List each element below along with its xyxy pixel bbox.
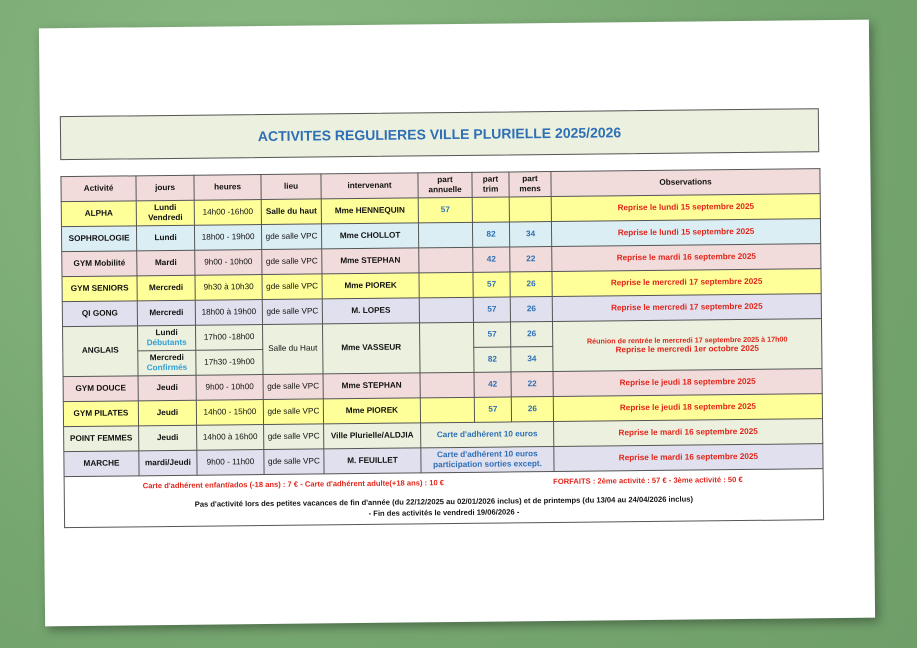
cell-lieu: gde salle VPC <box>264 424 324 450</box>
cell-activite: GYM Mobilité <box>62 251 137 277</box>
cell-intervenant: Mme PIOREK <box>322 273 419 299</box>
cell-intervenant: Mme CHOLLOT <box>321 223 418 249</box>
cell-intervenant: M. LOPES <box>322 298 419 324</box>
footer-notes <box>64 469 823 528</box>
cell-mens: 26 <box>510 297 552 322</box>
cell-annuelle <box>420 397 474 423</box>
cell-annuelle: 57 <box>418 197 472 223</box>
header-part-annuelle <box>418 172 472 198</box>
cell-jours: Mercredi <box>137 275 195 301</box>
cell-heures: 14h00 - 15h00 <box>196 400 263 426</box>
footer-end-date: - Fin des activités le vendredi 19/06/2026 - <box>368 507 520 519</box>
header-part-trim <box>472 172 509 197</box>
cell-observation-reprise: Reprise le mercredi 1er octobre 2025 <box>615 343 759 355</box>
cell-heures: 9h00 - 10h00 <box>196 375 263 401</box>
cell-lieu: Salle du haut <box>261 199 321 225</box>
cell-intervenant: Mme HENNEQUIN <box>321 198 418 224</box>
cell-heures: 9h30 à 10h30 <box>195 275 262 301</box>
cell-lieu: gde salle VPC <box>262 249 322 275</box>
cell-jours-level: Confirmés <box>146 362 188 373</box>
cell-observation-meeting: Réunion de rentrée le mercredi 17 septembre 2025 à 17h00 <box>586 334 788 346</box>
cell-tarif: Carte d'adhérent 10 euros <box>421 421 554 447</box>
cell-annuelle <box>419 272 473 298</box>
cell-lieu: gde salle VPC <box>263 374 323 400</box>
cell-jours <box>136 200 194 226</box>
header-observations: Observations <box>551 169 820 197</box>
header-jours: jours <box>136 175 194 201</box>
cell-trim: 42 <box>474 372 511 397</box>
header-heures: heures <box>194 175 261 201</box>
cell-annuelle <box>418 222 472 248</box>
cell-observation: Reprise le lundi 15 septembre 2025 <box>551 194 820 222</box>
footer-holidays: Pas d'activité lors des petites vacances de fin d'année (du 22/12/2025 au 02/01/2026 inclus) et de printemps (du 13/04 au 24/04/2026 inclus) <box>194 494 694 509</box>
cell-trim: 57 <box>473 322 510 347</box>
cell-observation: Reprise le mardi 16 septembre 2025 <box>554 444 823 472</box>
cell-lieu: gde salle VPC <box>262 299 322 325</box>
cell-observation <box>552 319 822 372</box>
header-part-trim-l2: trim <box>482 184 499 194</box>
header-intervenant: intervenant <box>321 173 418 199</box>
cell-observation: Reprise le lundi 15 septembre 2025 <box>551 219 820 247</box>
cell-heures: 9h00 - 11h00 <box>197 450 264 476</box>
page-title <box>60 108 819 160</box>
cell-tarif-l1: Carte d'adhérent 10 euros <box>436 448 538 459</box>
header-part-mens-l1: part <box>522 173 538 184</box>
cell-activite: GYM DOUCE <box>63 376 138 402</box>
schedule-sheet <box>39 20 875 627</box>
cell-intervenant: Mme PIOREK <box>323 398 420 424</box>
cell-jours: mardi/Jeudi <box>139 450 197 476</box>
cell-mens: 26 <box>510 272 552 297</box>
cell-tarif-l2: participation sorties except. <box>433 459 542 470</box>
footer-prices <box>67 474 821 491</box>
cell-intervenant: Mme STEPHAN <box>322 248 419 274</box>
footer-forfaits: FORFAITS : 2ème activité : 57 € - 3ème activité : 50 € <box>553 475 743 487</box>
cell-jours <box>138 325 196 351</box>
cell-jours: Jeudi <box>138 375 196 401</box>
cell-heures: 14h00 -16h00 <box>194 200 261 226</box>
cell-tarif <box>421 446 554 472</box>
cell-heures: 18h00 à 19h00 <box>195 300 262 326</box>
cell-observation: Reprise le mardi 16 septembre 2025 <box>552 244 821 272</box>
cell-annuelle <box>419 297 473 323</box>
cell-jours: Jeudi <box>139 425 197 451</box>
activities-table <box>60 168 824 528</box>
cell-observation: Reprise le mardi 16 septembre 2025 <box>554 419 823 447</box>
cell-observation: Reprise le jeudi 18 septembre 2025 <box>553 369 822 397</box>
cell-intervenant: Mme STEPHAN <box>323 373 420 399</box>
cell-activite: GYM PILATES <box>63 401 138 427</box>
cell-jours: Jeudi <box>138 400 196 426</box>
cell-observation: Reprise le mercredi 17 septembre 2025 <box>552 269 821 297</box>
cell-annuelle <box>419 247 473 273</box>
cell-trim: 82 <box>472 222 509 247</box>
cell-jours <box>138 350 196 376</box>
cell-trim: 57 <box>473 297 510 322</box>
cell-intervenant: Ville Plurielle/ALDJIA <box>324 423 421 449</box>
cell-mens: 34 <box>511 346 553 371</box>
cell-jours-level: Débutants <box>146 337 187 348</box>
cell-jours: Mardi <box>137 250 195 276</box>
header-lieu: lieu <box>261 174 321 200</box>
header-part-annuelle-l2: annuelle <box>428 184 462 195</box>
footer-membership-card: Carte d'adhérent enfant/ados (-18 ans) : 7 € - Carte d'adhérent adulte(+18 ans) : 10 € <box>142 478 445 491</box>
cell-activite: QI GONG <box>62 301 137 327</box>
cell-activite: POINT FEMMES <box>64 426 139 452</box>
header-activite: Activité <box>61 176 136 202</box>
header-part-mens <box>509 172 551 197</box>
cell-trim: 82 <box>474 347 511 372</box>
cell-activite: ANGLAIS <box>63 326 139 377</box>
cell-lieu: gde salle VPC <box>263 399 323 425</box>
cell-annuelle <box>420 372 474 398</box>
cell-jours: Lundi <box>136 225 194 251</box>
cell-observation: Reprise le jeudi 18 septembre 2025 <box>553 394 822 422</box>
cell-annuelle <box>419 322 474 373</box>
cell-heures: 14h00 à 16h00 <box>197 425 264 451</box>
cell-jours: Mercredi <box>137 300 195 326</box>
cell-trim: 57 <box>473 272 510 297</box>
cell-jours-l1: Lundi <box>154 202 177 212</box>
cell-intervenant: M. FEUILLET <box>324 448 421 474</box>
cell-activite: MARCHE <box>64 451 139 477</box>
cell-activite: ALPHA <box>61 201 136 227</box>
cell-jours-l1: Mercredi <box>149 352 184 362</box>
header-part-trim-l1: part <box>482 174 499 184</box>
cell-mens: 22 <box>510 247 552 272</box>
cell-jours-l1: Lundi <box>155 327 178 337</box>
cell-heures: 18h00 - 19h00 <box>194 225 261 251</box>
cell-intervenant: Mme VASSEUR <box>323 323 421 374</box>
cell-trim: 57 <box>474 397 511 422</box>
cell-trim <box>472 197 509 222</box>
footer-row <box>64 469 823 528</box>
cell-mens: 34 <box>509 222 551 247</box>
cell-lieu: Salle du Haut <box>263 324 324 375</box>
cell-trim: 42 <box>473 247 510 272</box>
cell-heures: 17h30 -19h00 <box>196 350 263 376</box>
cell-observation: Reprise le mercredi 17 septembre 2025 <box>552 294 821 322</box>
cell-mens: 26 <box>510 321 552 346</box>
header-part-mens-l2: mens <box>519 184 541 194</box>
cell-lieu: gde salle VPC <box>262 274 322 300</box>
cell-mens <box>509 197 551 222</box>
cell-lieu: gde salle VPC <box>264 449 324 475</box>
header-part-annuelle-l1: part <box>437 174 453 184</box>
cell-lieu: gde salle VPC <box>261 224 321 250</box>
title-text: ACTIVITES REGULIERES VILLE PLURIELLE 2025/2026 <box>257 124 622 145</box>
cell-activite: GYM SENIORS <box>62 276 137 302</box>
cell-activite: SOPHROLOGIE <box>61 226 136 252</box>
cell-mens: 22 <box>511 371 553 396</box>
cell-heures: 9h00 - 10h00 <box>195 250 262 276</box>
cell-jours-l2: Vendredi <box>148 212 183 223</box>
cell-mens: 26 <box>511 396 553 421</box>
cell-heures: 17h00 -18h00 <box>196 325 263 351</box>
